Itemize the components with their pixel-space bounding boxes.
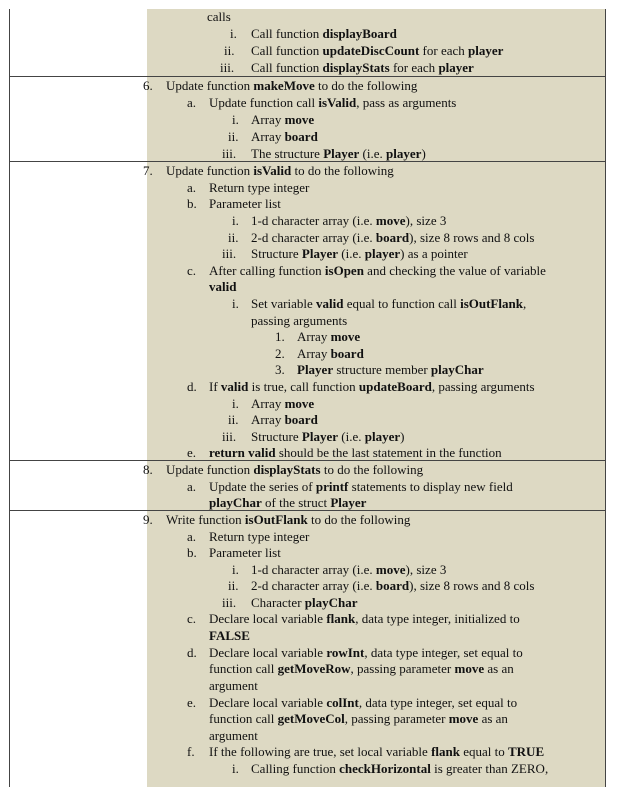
line-text: Player structure member playChar <box>297 362 484 377</box>
line-text: Declare local variable colInt, data type integer, set equal to <box>209 695 518 710</box>
list-marker: e. <box>187 445 197 460</box>
line-text: Calling function checkHorizontal is greater than ZERO, <box>251 761 549 776</box>
list-marker: 8. <box>143 462 153 477</box>
list-marker: a. <box>187 529 197 544</box>
line-text: Structure Player (i.e. player) <box>251 429 405 444</box>
line-text: Array board <box>251 129 318 144</box>
list-marker: ii. <box>228 129 239 144</box>
list-marker: a. <box>187 479 197 494</box>
list-marker: i. <box>232 296 239 311</box>
line-text: 1-d character array (i.e. move), size 3 <box>251 562 447 577</box>
list-marker: d. <box>187 645 197 660</box>
line-text: function call getMoveCol, passing parameter move as an <box>209 711 508 726</box>
line-text: return valid should be the last statement in the function <box>209 445 502 460</box>
list-marker: c. <box>187 611 197 626</box>
line-text: Update function makeMove to do the following <box>166 78 418 93</box>
list-marker: ii. <box>228 230 239 245</box>
line-text: Call function displayStats for each player <box>251 60 474 75</box>
line-text: Character playChar <box>251 595 358 610</box>
line-text: argument <box>209 728 258 743</box>
list-marker: iii. <box>220 60 235 75</box>
line-text: 2-d character array (i.e. board), size 8 rows and 8 cols <box>251 230 535 245</box>
left-column <box>9 9 148 787</box>
list-marker: ii. <box>224 43 235 58</box>
line-text: calls <box>207 9 231 24</box>
line-text: Parameter list <box>209 545 281 560</box>
list-marker: i. <box>232 213 239 228</box>
list-marker: 7. <box>143 163 153 178</box>
list-marker: f. <box>187 744 195 759</box>
line-text: If the following are true, set local variable flank equal to TRUE <box>209 744 545 759</box>
list-marker: e. <box>187 695 197 710</box>
list-marker: 6. <box>143 78 153 93</box>
line-text: valid <box>209 279 237 294</box>
list-marker: a. <box>187 95 197 110</box>
list-marker: i. <box>232 112 239 127</box>
line-text: Update the series of printf statements to display new field <box>209 479 513 494</box>
line-text: FALSE <box>209 628 250 643</box>
line-text: Parameter list <box>209 196 281 211</box>
line-text: Call function updateDiscCount for each player <box>251 43 504 58</box>
list-marker: i. <box>232 562 239 577</box>
line-text: playChar of the struct Player <box>209 495 367 510</box>
line-text: Call function displayBoard <box>251 26 397 41</box>
line-text: Array move <box>251 396 315 411</box>
line-text: Set variable valid equal to function call isOutFlank, <box>251 296 527 311</box>
line-text: The structure Player (i.e. player) <box>251 146 426 161</box>
line-text: Array move <box>251 112 315 127</box>
line-text: argument <box>209 678 258 693</box>
line-text: 1-d character array (i.e. move), size 3 <box>251 213 447 228</box>
list-marker: iii. <box>222 146 237 161</box>
line-text: Array board <box>297 346 364 361</box>
list-marker: iii. <box>222 246 237 261</box>
list-marker: ii. <box>228 412 239 427</box>
requirements-table <box>9 9 605 787</box>
line-text: If valid is true, call function updateBoard, passing arguments <box>209 379 535 394</box>
list-marker: b. <box>187 545 197 560</box>
list-marker: 9. <box>143 512 153 527</box>
list-marker: ii. <box>228 578 239 593</box>
list-marker: 3. <box>275 362 285 377</box>
list-marker: i. <box>232 396 239 411</box>
list-marker: c. <box>187 263 197 278</box>
line-text: Array board <box>251 412 318 427</box>
line-text: Return type integer <box>209 180 310 195</box>
line-text: Update function isValid to do the following <box>166 163 394 178</box>
line-text: Update function displayStats to do the following <box>166 462 424 477</box>
list-marker: 2. <box>275 346 285 361</box>
list-marker: d. <box>187 379 197 394</box>
list-marker: iii. <box>222 595 237 610</box>
line-text: Array move <box>297 329 361 344</box>
list-marker: a. <box>187 180 197 195</box>
line-text: Structure Player (i.e. player) as a pointer <box>251 246 468 261</box>
row-divider <box>9 76 605 77</box>
line-text: 2-d character array (i.e. board), size 8 rows and 8 cols <box>251 578 535 593</box>
line-text: function call getMoveRow, passing parameter move as an <box>209 661 514 676</box>
list-marker: b. <box>187 196 197 211</box>
line-text: Declare local variable rowInt, data type integer, set equal to <box>209 645 523 660</box>
list-marker: i. <box>230 26 237 41</box>
list-marker: iii. <box>222 429 237 444</box>
line-text: Declare local variable flank, data type integer, initialized to <box>209 611 520 626</box>
line-text: passing arguments <box>251 313 348 328</box>
line-text: Update function call isValid, pass as arguments <box>209 95 457 110</box>
line-text: After calling function isOpen and checking the value of variable <box>209 263 546 278</box>
list-marker: 1. <box>275 329 285 344</box>
line-text: Write function isOutFlank to do the following <box>166 512 411 527</box>
list-marker: i. <box>232 761 239 776</box>
line-text: Return type integer <box>209 529 310 544</box>
